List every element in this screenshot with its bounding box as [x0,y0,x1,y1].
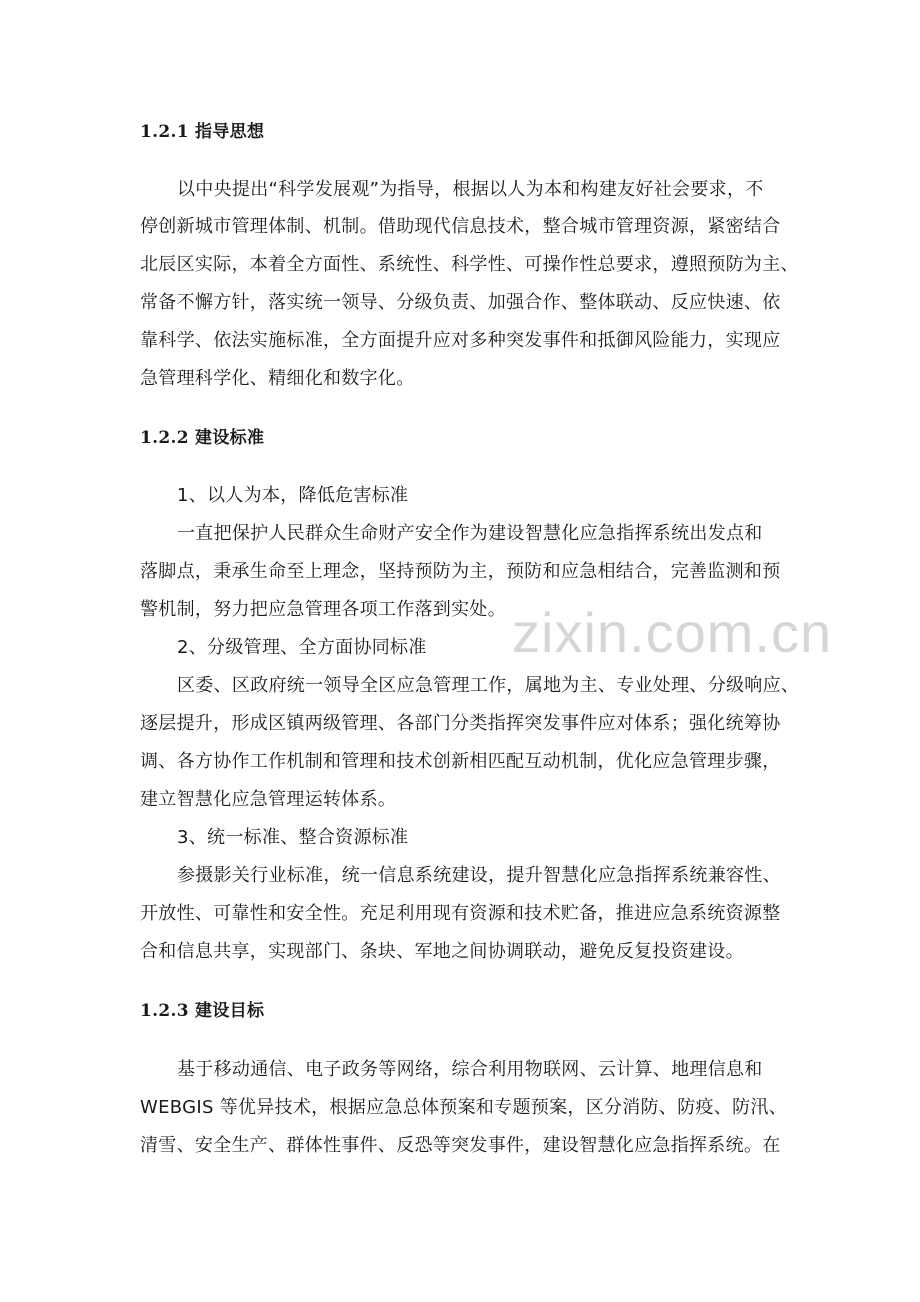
paragraph-line: 停创新城市管理体制、机制。借助现代信息技术，整合城市管理资源，紧密结合 [140,216,781,237]
section-heading-construction-goal: 1.2.3 建设目标 [140,1001,265,1021]
paragraph-line: 北辰区实际，本着全方面性、系统性、科学性、可操作性总要求，遵照预防为主、 [140,254,799,275]
paragraph-line: 调、各方协作工作机制和管理和技术创新相匹配互动机制，优化应急管理步骤， [140,751,781,772]
paragraph-line: 一直把保护人民群众生命财产安全作为建设智慧化应急指挥系统出发点和 [177,523,763,544]
paragraph-line: 开放性、可靠性和安全性。充足利用现有资源和技术贮备，推进应急系统资源整 [140,903,781,924]
item-title: 3、统一标准、整合资源标准 [177,827,409,848]
section-heading-guiding-ideology: 1.2.1 指导思想 [140,122,265,142]
paragraph-line: 急管理科学化、精细化和数字化。 [140,368,415,389]
paragraph-line: WEBGIS 等优异技术，根据应急总体预案和专题预案，区分消防、防疫、防汛、 [140,1097,788,1118]
paragraph-line: 以中央提出“科学发展观”为指导，根据以人为本和构建友好社会要求，不 [177,179,764,200]
paragraph-line: 参摄影关行业标准，统一信息系统建设，提升智慧化应急指挥系统兼容性、 [177,865,781,886]
paragraph-line: 合和信息共享，实现部门、条块、军地之间协调联动，避免反复投资建设。 [140,941,744,962]
paragraph-line: 警机制，努力把应急管理各项工作落到实处。 [140,599,506,620]
paragraph-line: 基于移动通信、电子政务等网络，综合利用物联网、云计算、地理信息和 [177,1059,763,1080]
section-heading-construction-standard: 1.2.2 建设标准 [140,428,265,448]
item-title: 2、分级管理、全方面协同标准 [177,637,427,658]
paragraph-line: 落脚点，秉承生命至上理念，坚持预防为主，预防和应急相结合，完善监测和预 [140,561,781,582]
paragraph-line: 逐层提升，形成区镇两级管理、各部门分类指挥突发事件应对体系；强化统筹协 [140,713,781,734]
watermark: zixin.com.cn [512,601,833,664]
paragraph-line: 区委、区政府统一领导全区应急管理工作，属地为主、专业处理、分级响应、 [177,675,800,696]
paragraph-line: 清雪、安全生产、群体性事件、反恐等突发事件，建设智慧化应急指挥系统。在 [140,1135,781,1156]
paragraph-line: 靠科学、依法实施标准，全方面提升应对多种突发事件和抵御风险能力，实现应 [140,330,781,351]
paragraph-line: 常备不懈方针，落实统一领导、分级负责、加强合作、整体联动、反应快速、依 [140,292,781,313]
paragraph-line: 建立智慧化应急管理运转体系。 [140,789,397,810]
item-title: 1、以人为本，降低危害标准 [177,485,409,506]
